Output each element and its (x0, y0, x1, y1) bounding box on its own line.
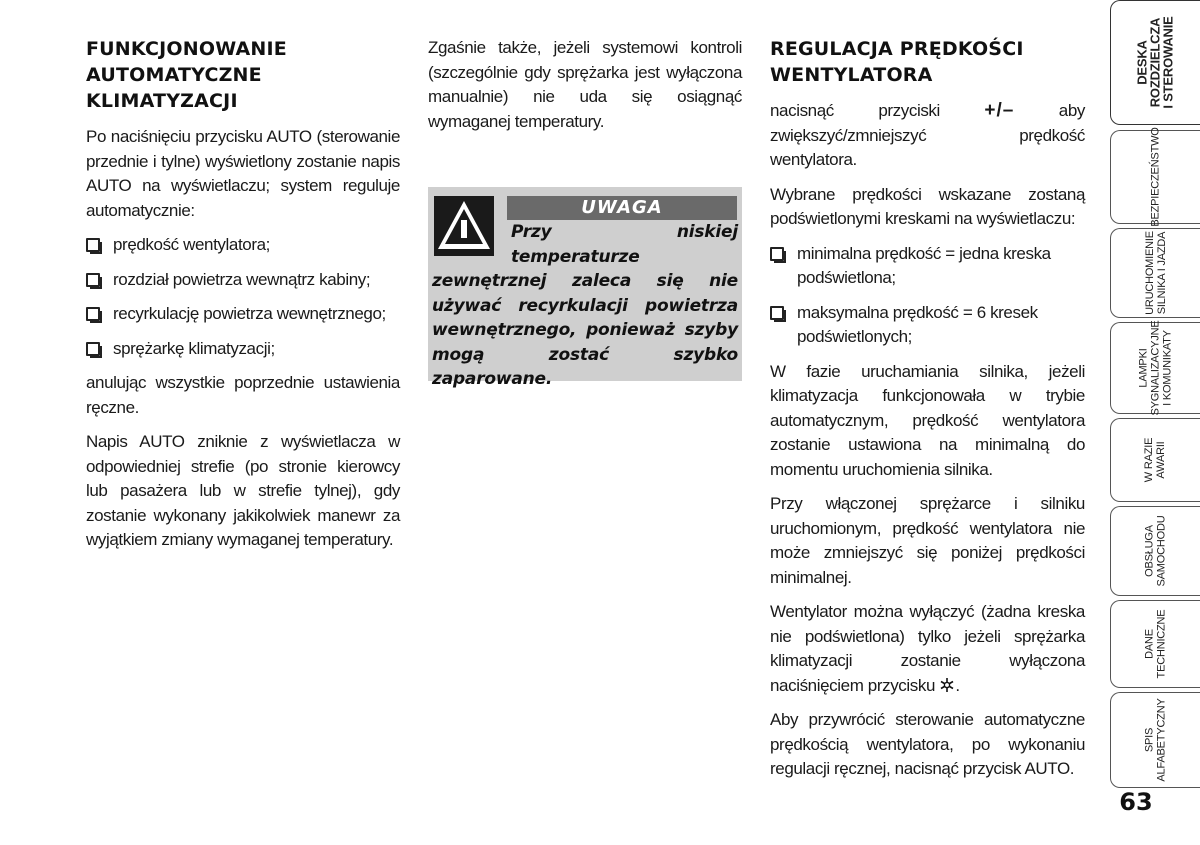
list-item-text: recyrkulację powietrza wewnętrznego; (113, 304, 386, 323)
list-item-text: sprężarkę klimatyzacji; (113, 338, 275, 358)
list-item-text: minimalna prędkość = jedna kreska podświetlona; (797, 243, 1051, 287)
warning-box (428, 187, 742, 389)
chapter-tabs (1110, 0, 1200, 845)
column-middle (428, 36, 742, 144)
list-item-text: maksymalna prędkość = 6 kresek podświetlonych; (797, 302, 1038, 346)
plus-minus-symbol: +/– (984, 100, 1015, 121)
tab-label (1138, 320, 1174, 415)
paragraph (770, 99, 1085, 173)
tab-label (1144, 516, 1168, 587)
tab-label-line: ROZDZIELCZA (1148, 17, 1163, 108)
paragraph: anulując wszystkie poprzednie ustawienia ręczne. (86, 373, 400, 417)
tab-label (1144, 438, 1168, 482)
paragraph: Przy włączonej sprężarce i silniku uruchomionym, prędkość wentylatora nie może zmniejszyć się poniżej prędkości minimalnej. (770, 494, 1085, 587)
tab-label-line: LAMPKI (1137, 348, 1150, 388)
tab-label-line: AWARII (1155, 441, 1168, 479)
checkbox-bullet-icon (86, 273, 100, 287)
list-item (770, 301, 1085, 350)
tab-label-line: URUCHOMIENIE (1143, 231, 1156, 315)
list-item-text: rozdział powietrza wewnątrz kabiny; (113, 269, 371, 289)
tab-car-maintenance[interactable] (1110, 506, 1200, 596)
paragraph: Zgaśnie także, jeżeli systemowi kontroli (szczególnie gdy sprężarka jest wyłączona manualnie) nie uda się osiągnąć wymaganej temperatury. (428, 38, 742, 131)
heading-line: WENTYLATORA (770, 64, 933, 86)
tab-label (1150, 127, 1162, 226)
paragraph: W fazie uruchamiania silnika, jeżeli klimatyzacja funkcjonowała w trybie automatycznym, prędkość wentylatora zostanie ustawiona na minimalną do momentu uruchomienia silnika. (770, 361, 1085, 479)
checkbox-bullet-icon (770, 247, 784, 261)
text-run: Wentylator można wyłączyć (żadna kreska nie podświetlona) tylko jeżeli sprężarka klimatyzacji zostanie wyłączona naciśnięciem przycisku (770, 602, 1085, 695)
tab-label-line: ALFABETYCZNY (1155, 698, 1168, 782)
tab-label-line: SILNIKA I JAZDA (1155, 231, 1168, 315)
tab-label-line: BEZPIECZEŃSTWO (1149, 127, 1162, 227)
list-item (86, 233, 400, 258)
paragraph: Wybrane prędkości wskazane zostaną podświetlonymi kreskami na wyświetlaczu: (770, 184, 1085, 228)
tab-index[interactable] (1110, 692, 1200, 788)
tab-label-line: TECHNICZNE (1155, 609, 1168, 679)
heading-line: KLIMATYZACJI (86, 90, 238, 112)
tab-label-line: SYGNALIZACYJNE (1149, 320, 1162, 416)
tab-label (1144, 231, 1168, 315)
tab-warning-lights[interactable] (1110, 322, 1200, 414)
list-item (86, 337, 400, 362)
checkbox-bullet-icon (86, 307, 100, 321)
tab-starting-driving[interactable] (1110, 228, 1200, 318)
section-heading-fan-speed (770, 36, 1085, 88)
paragraph: Napis AUTO zniknie z wyświetlacza w odpowiedniej strefie (po stronie kierowcy lub pasażera lub w strefie tylnej), gdy zostanie wykonany jakikolwiek manewr za wyjątkiem zmiany wymaganej temperatury. (86, 432, 400, 549)
tab-dashboard-controls[interactable] (1110, 0, 1200, 125)
paragraph: Aby przywrócić sterowanie automatyczne prędkością wentylatora, po wykonaniu regulacji ręcznej, nacisnąć przycisk AUTO. (770, 710, 1085, 778)
tab-label (1143, 610, 1167, 679)
tab-label-line: I KOMUNIKATY (1161, 330, 1174, 406)
column-left (86, 36, 400, 563)
text-run: . (955, 675, 960, 695)
text-run: nacisnąć przyciski (770, 101, 985, 120)
tab-label (1136, 16, 1175, 108)
tab-safety[interactable] (1110, 127, 1200, 227)
paragraph (770, 600, 1085, 698)
heading-line: FUNKCJONOWANIE (86, 38, 287, 60)
tab-emergency[interactable] (1110, 418, 1200, 502)
tab-label-line: W RAZIE (1143, 437, 1156, 483)
heading-line: AUTOMATYCZNE (86, 64, 262, 86)
heading-line: REGULACJA PRĘDKOŚCI (770, 38, 1024, 60)
warning-text-block (428, 220, 738, 392)
list-item (86, 268, 400, 293)
fan-snowflake-icon (939, 676, 955, 695)
tab-label-line: OBSŁUGA (1143, 525, 1156, 577)
tab-label-line: SPIS (1143, 727, 1156, 753)
checkbox-bullet-icon (86, 238, 100, 252)
page-number: 63 (1119, 788, 1153, 816)
list-item (86, 302, 400, 327)
tab-label-line: DESKA (1135, 40, 1150, 85)
list-item (770, 242, 1085, 291)
tab-technical-data[interactable] (1110, 600, 1200, 688)
tab-label (1144, 698, 1168, 781)
column-right (770, 36, 1085, 792)
warning-text: Przy niskiej temperaturze zewnętrznej zaleca się nie używać recyrkulacji powietrza wewnętrznego, ponieważ szyby mogą zostać szybko zaparowane. (432, 222, 738, 389)
checkbox-bullet-icon (770, 306, 784, 320)
text-run: aby zwiększyć/zmniejszyć prędkość wentylatora. (770, 101, 1085, 169)
checkbox-bullet-icon (86, 342, 100, 356)
list-item-text: prędkość wentylatora; (113, 235, 270, 254)
tab-label-line: SAMOCHODU (1155, 515, 1168, 587)
intro-paragraph: Po naciśnięciu przycisku AUTO (sterowanie przednie i tylne) wyświetlony zostanie napis AUTO na wyświetlaczu; system reguluje automatycznie: (86, 127, 400, 220)
section-heading-auto-climate (86, 36, 400, 114)
tab-label-line: DANE (1143, 629, 1156, 659)
warning-title: UWAGA (507, 196, 737, 220)
tab-label-line: I STEROWANIE (1161, 16, 1176, 109)
